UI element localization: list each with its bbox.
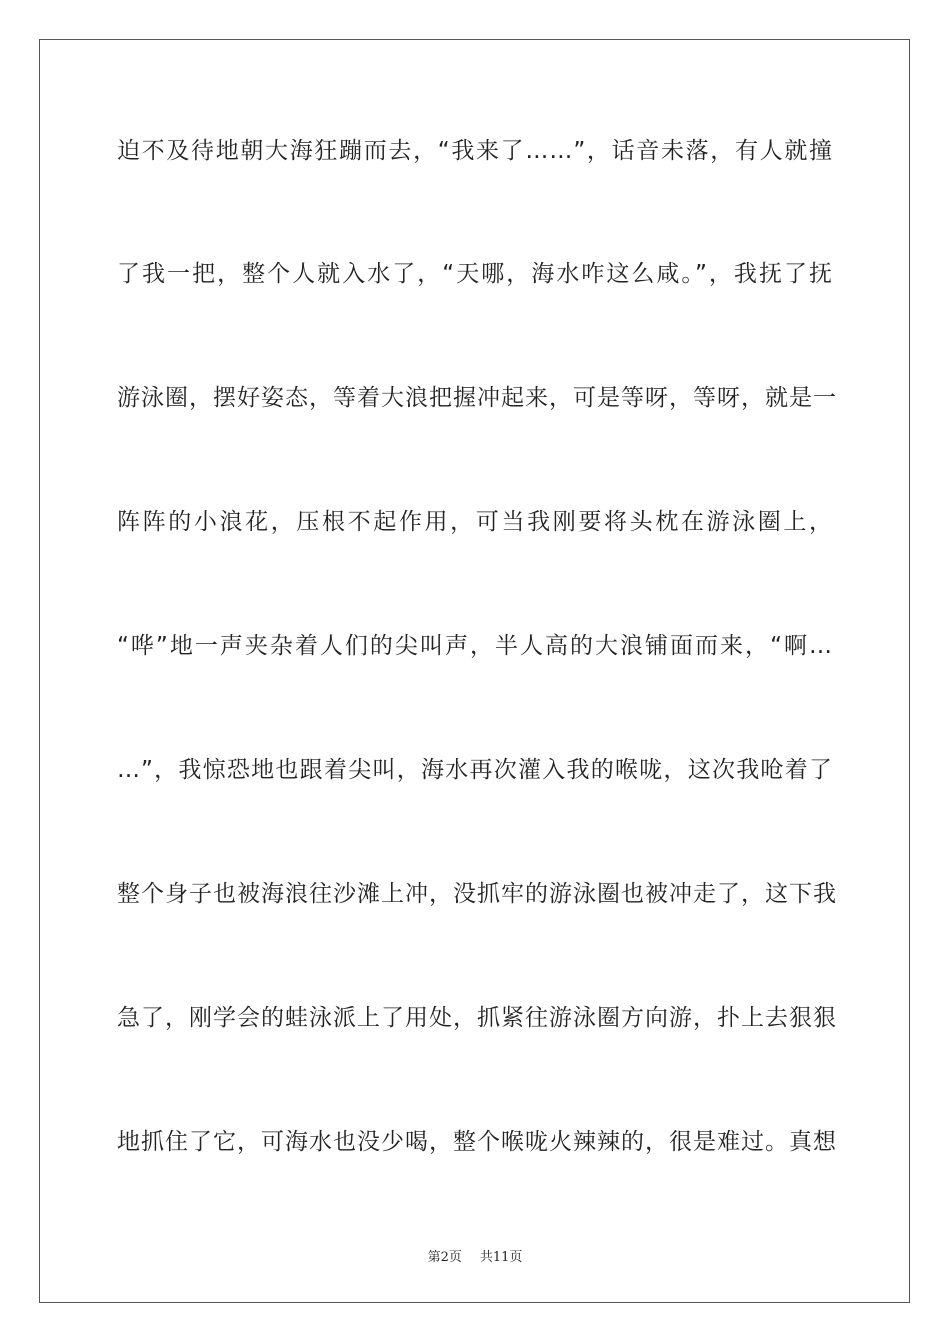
page-border — [39, 39, 910, 1303]
body-line-5: “哗”地一声夹杂着人们的尖叫声，半人高的大浪铺面而来，“啊… — [117, 633, 833, 659]
body-line-6: …”，我惊恐地也跟着尖叫，海水再次灌入我的喉咙，这次我呛着了 — [117, 757, 833, 783]
page-total: 共11页 — [479, 1250, 523, 1265]
body-line-4: 阵阵的小浪花，压根不起作用，可当我刚要将头枕在游泳圈上， — [117, 509, 833, 535]
body-line-7: 整个身子也被海浪往沙滩上冲，没抓牢的游泳圈也被冲走了，这下我 — [117, 881, 837, 907]
body-line-2: 了我一把，整个人就入水了，“天哪，海水咋这么咸。”，我抚了抚 — [117, 261, 833, 287]
body-line-9: 地抓住了它，可海水也没少喝，整个喉咙火辣辣的，很是难过。真想 — [117, 1129, 837, 1155]
page-footer — [0, 1246, 950, 1265]
page-number: 第2页 — [427, 1250, 462, 1265]
body-line-8: 急了，刚学会的蛙泳派上了用处，抓紧往游泳圈方向游，扑上去狠狠 — [117, 1005, 837, 1031]
body-line-3: 游泳圈，摆好姿态，等着大浪把握冲起来，可是等呀，等呀，就是一 — [117, 385, 837, 411]
body-line-1: 迫不及待地朝大海狂蹦而去，“我来了……”，话音未落，有人就撞 — [117, 138, 833, 164]
